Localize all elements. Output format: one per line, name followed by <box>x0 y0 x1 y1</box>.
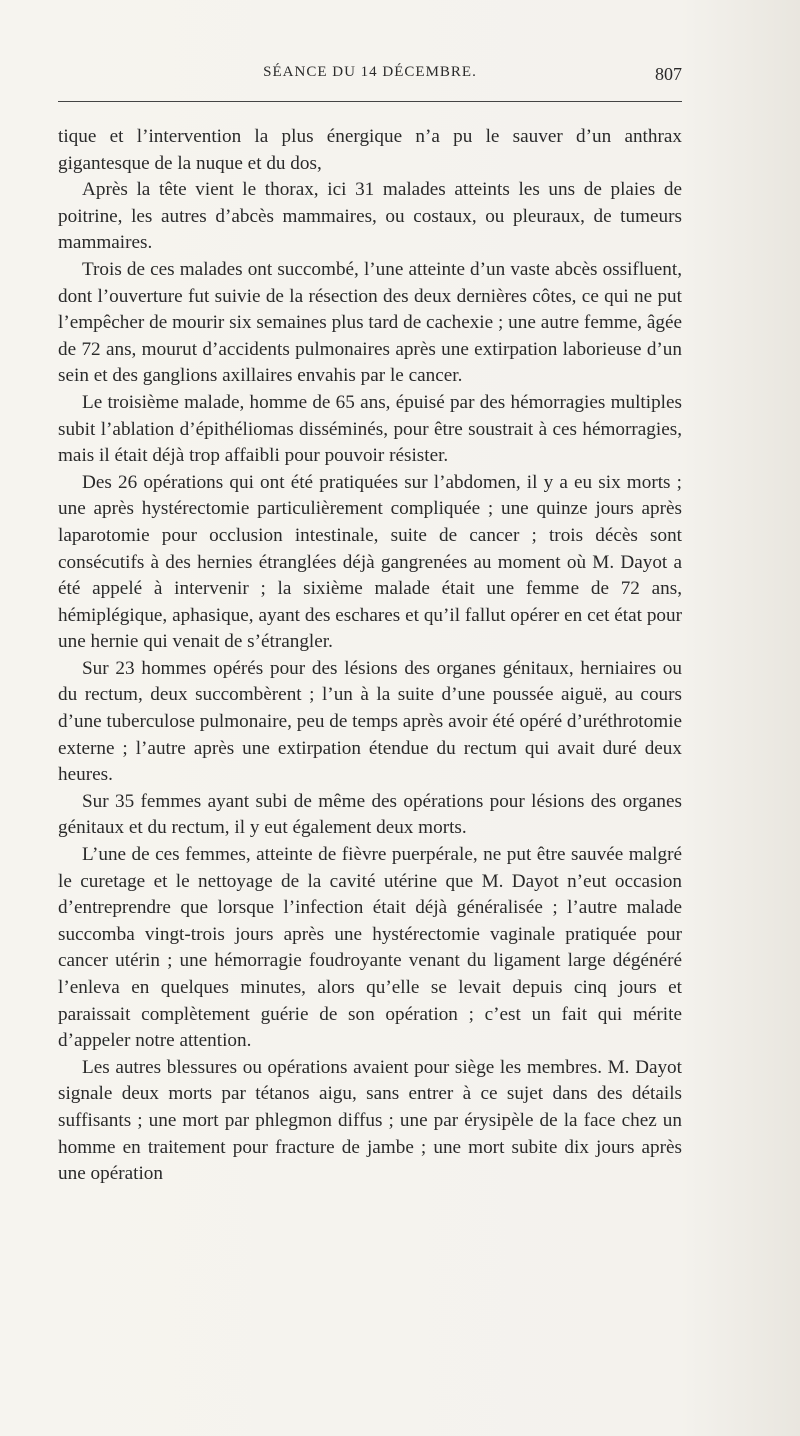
paragraph-2: Après la tête vient le thorax, ici 31 malades atteints les uns de plaies de poitrine, les autres d’abcès mammaires, ou costaux, ou pleuraux, de tumeurs mammaires. <box>58 179 682 254</box>
header-rule <box>58 101 682 102</box>
paragraph-8: L’une de ces femmes, atteinte de fièvre puerpérale, ne put être sauvée malgré le curetage et le nettoyage de la cavité utérine que M. Dayot n’eut occasion d’entreprendre que lorsque l’infection était déjà généralisée ; l’autre malade succomba vingt-trois jours après une hystérectomie vaginale pratiquée pour cancer utérin ; une hémorragie foudroyante venant du ligament large dégénéré l’enleva en quelques minutes, alors qu’elle se levait depuis cinq jours et paraissait complètement guérie de son opération ; c’est un fait qui mérite d’appeler notre attention. <box>58 844 682 1052</box>
paragraph-3: Trois de ces malades ont succombé, l’une atteinte d’un vaste abcès ossifluent, dont l’ouverture fut suivie de la résection des deux dernières côtes, ce qui ne put l’empêcher de mourir six semaines plus tard de cachexie ; une autre femme, âgée de 72 ans, mourut d’accidents pulmonaires après une extirpation laborieuse d’un sein et des ganglions axillaires envahis par le cancer. <box>58 258 682 387</box>
running-head <box>58 64 682 88</box>
paragraph-7: Sur 35 femmes ayant subi de même des opérations pour lésions des organes génitaux et du rectum, il y eut également deux morts. <box>58 790 682 839</box>
running-title: SÉANCE DU 14 DÉCEMBRE. <box>263 64 477 80</box>
paragraph-9: Les autres blessures ou opérations avaient pour siège les membres. M. Dayot signale deux morts par tétanos aigu, sans entrer à ce sujet dans des détails suffisants ; une mort par phlegmon diffus ; une par érysipèle de la face chez un homme en traitement pour fracture de jambe ; une mort subite dix jours après une opération <box>58 1056 682 1185</box>
paragraph-1: tique et l’intervention la plus énergique n’a pu le sauver d’un anthrax gigantesque de la nuque et du dos, <box>58 126 682 174</box>
paragraph-6: Sur 23 hommes opérés pour des lésions des organes génitaux, herniaires ou du rectum, deux succombèrent ; l’un à la suite d’une poussée aiguë, au cours d’une tuberculose pulmonaire, peu de temps après avoir été opéré d’uréthrotomie externe ; l’autre après une extirpation étendue du rectum qui avait duré deux heures. <box>58 657 682 786</box>
paragraph-5: Des 26 opérations qui ont été pratiquées sur l’abdomen, il y a eu six morts ; une après hystérectomie particulièrement compliquée ; une quinze jours après laparotomie pour occlusion intestinale, suite de cancer ; trois décès sont consécutifs à des hernies étranglées déjà gangrenées au moment où M. Dayot a été appelé à intervenir ; la sixième malade était une femme de 72 ans, hémiplégique, aphasique, ayant des eschares et qu’il fallut opérer en cet état pour une hernie qui venait de s’étrangler. <box>58 471 682 653</box>
body-text <box>58 124 682 1188</box>
paragraph-4: Le troisième malade, homme de 65 ans, épuisé par des hémorragies multiples subit l’ablation d’épithéliomas disséminés, pour être soustrait à ces hémorragies, mais il était déjà trop affaibli pour pouvoir résister. <box>58 391 682 467</box>
page-number: 807 <box>655 64 682 84</box>
